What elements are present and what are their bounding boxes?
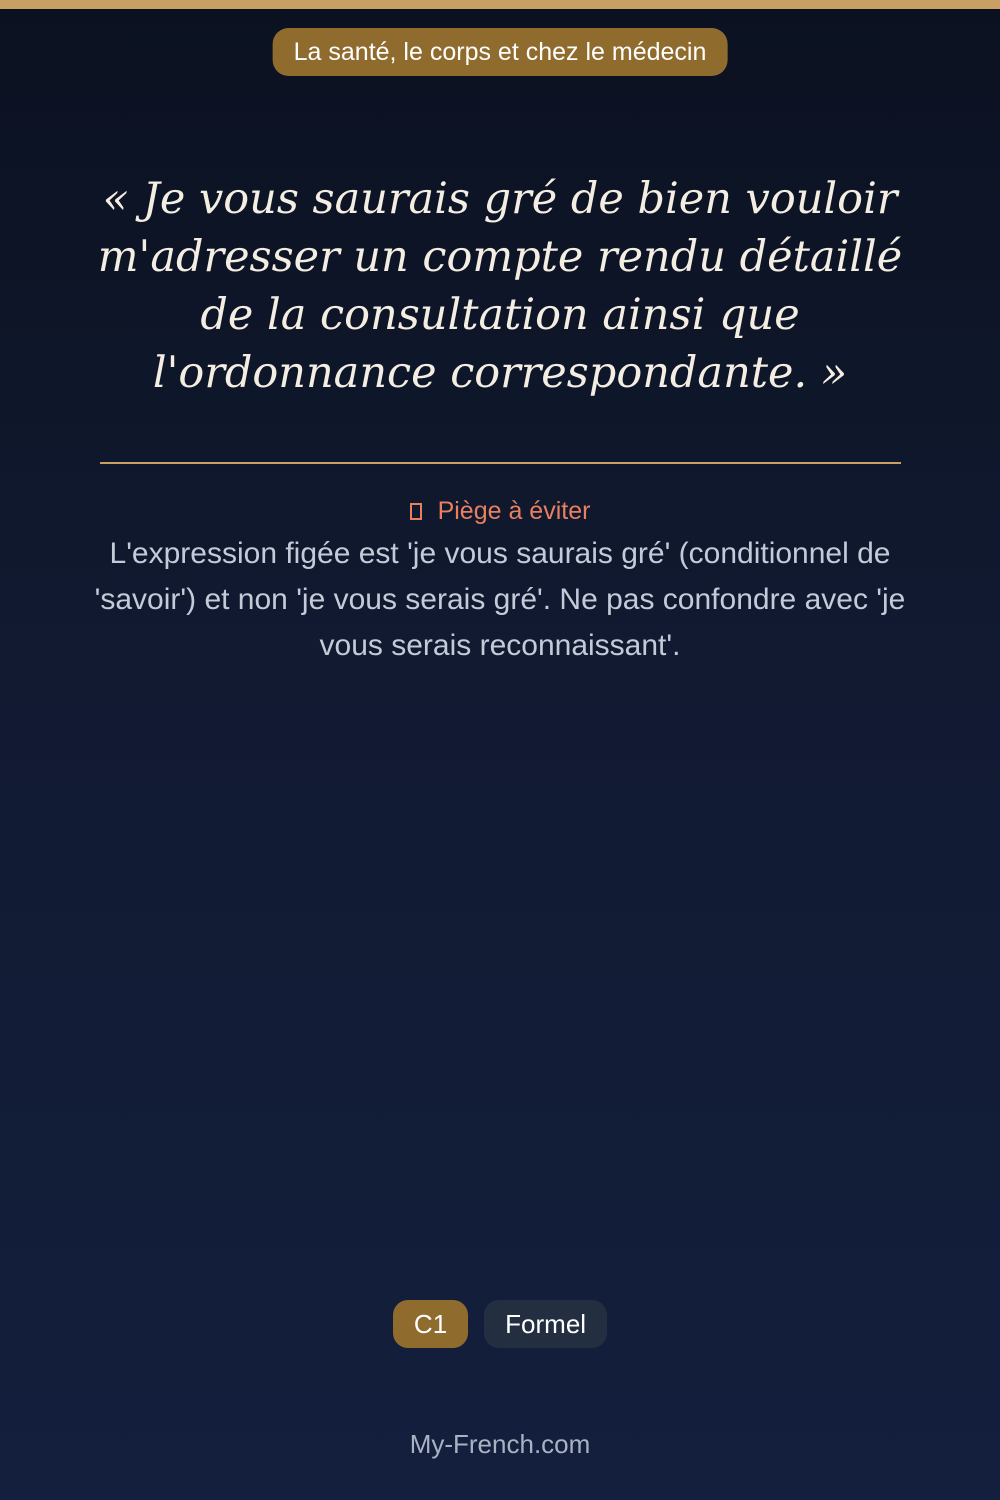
warning-box-icon — [410, 503, 422, 520]
french-quote: « Je vous saurais gré de bien vouloir m'adresser un compte rendu détaillé de la consultation ainsi que l'ordonnance correspondante. » — [97, 174, 903, 398]
tag-list — [0, 1300, 1000, 1348]
category-badge: La santé, le corps et chez le médecin — [273, 28, 728, 76]
register-badge: Formel — [484, 1300, 607, 1348]
level-badge: C1 — [393, 1300, 468, 1348]
divider — [100, 462, 901, 464]
site-footer: My-French.com — [409, 1429, 591, 1459]
pitfall-heading — [0, 496, 1000, 526]
pitfall-explanation: L'expression figée est 'je vous saurais gré' (conditionnel de 'savoir') et non 'je vous serais gré'. Ne pas confondre avec 'je vous serais reconnaissant'. — [94, 537, 906, 662]
top-accent-bar — [0, 0, 1000, 9]
pitfall-title: Piège à éviter — [437, 497, 591, 525]
